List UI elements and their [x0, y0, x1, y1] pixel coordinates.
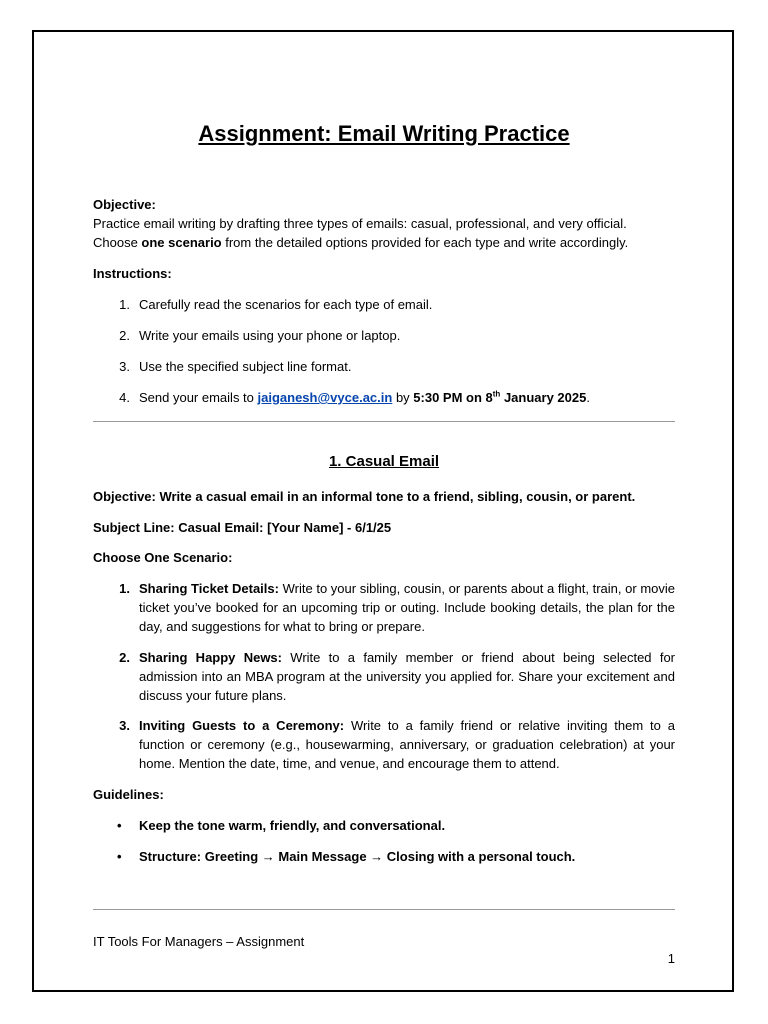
footer-divider [93, 909, 675, 910]
instruction-text [139, 388, 675, 407]
section-heading-casual: 1. Casual Email [328, 453, 440, 470]
scenario-text [139, 716, 675, 773]
scenario-number: 2. [119, 650, 130, 665]
instruction-number: 4. [119, 390, 130, 405]
instruction-number: 1. [119, 297, 130, 312]
objective-text-bold: one scenario [141, 235, 222, 250]
deadline-date: January 2025 [500, 390, 587, 405]
guideline-text: Structure: Greeting → Main Message → Closing with a personal touch. [139, 849, 576, 864]
email-link[interactable]: jaiganesh@vyce.ac.in [257, 390, 393, 405]
guidelines-heading: Guidelines: [93, 787, 164, 802]
scenario-text [139, 579, 675, 636]
objective-text-before: Practice email writing by drafting three types of emails: casual, professional, and very official. Choose [93, 216, 627, 250]
section-divider [93, 421, 675, 422]
scenario-title: Sharing Happy News: [139, 650, 282, 665]
footer-text: IT Tools For Managers – Assignment [93, 934, 305, 949]
instruction-text: Write your emails using your phone or laptop. [139, 328, 401, 343]
bullet-icon: • [117, 849, 122, 864]
instruction-text: Use the specified subject line format. [139, 359, 352, 374]
scenario-title: Sharing Ticket Details: [139, 581, 279, 596]
page-number: 1 [667, 951, 675, 966]
objective-heading: Objective: [93, 197, 156, 212]
instruction-text: Carefully read the scenarios for each type of email. [139, 297, 433, 312]
casual-objective: Objective: Write a casual email in an informal tone to a friend, sibling, cousin, or parent. [93, 489, 636, 504]
casual-subject-line: Subject Line: Casual Email: [Your Name] - 6/1/25 [93, 520, 392, 535]
deadline-sup: th [492, 389, 501, 399]
instruction-mid: by [392, 390, 414, 405]
scenario-text [139, 648, 675, 705]
objective-text [93, 214, 675, 252]
instructions-heading: Instructions: [93, 266, 172, 281]
scenario-number: 1. [119, 581, 130, 596]
scenario-description: Write to a family friend or relative inviting them to a function or ceremony (e.g., housewarming, anniversary, or graduation celebration) at your home. Mention the date, time, and venue, and encourage them to attend. [139, 718, 675, 771]
objective-text-after: from the detailed options provided for each type and write accordingly. [221, 235, 629, 250]
scenario-description: Write to your sibling, cousin, or parents about a flight, train, or movie ticket you’ve booked for an upcoming trip or outing. Include booking details, the plan for the day, and suggestions for what to bring or prepare. [139, 581, 675, 634]
instruction-prefix: Send your emails to [139, 390, 258, 405]
document-page [32, 30, 734, 992]
scenario-description: Write to a family member or friend about being selected for admission into an MBA program at the university you applied for. Share your excitement and discuss your future plans. [139, 650, 675, 703]
deadline-time: 5:30 PM on 8 [413, 390, 493, 405]
bullet-icon: • [117, 818, 122, 833]
instruction-number: 3. [119, 359, 130, 374]
choose-scenario-heading: Choose One Scenario: [93, 550, 233, 565]
document-title: Assignment: Email Writing Practice [198, 121, 570, 146]
scenario-title: Inviting Guests to a Ceremony: [139, 718, 345, 733]
scenario-number: 3. [119, 718, 130, 733]
guideline-text: Keep the tone warm, friendly, and conversational. [139, 818, 446, 833]
instruction-suffix: . [586, 390, 590, 405]
instruction-number: 2. [119, 328, 130, 343]
